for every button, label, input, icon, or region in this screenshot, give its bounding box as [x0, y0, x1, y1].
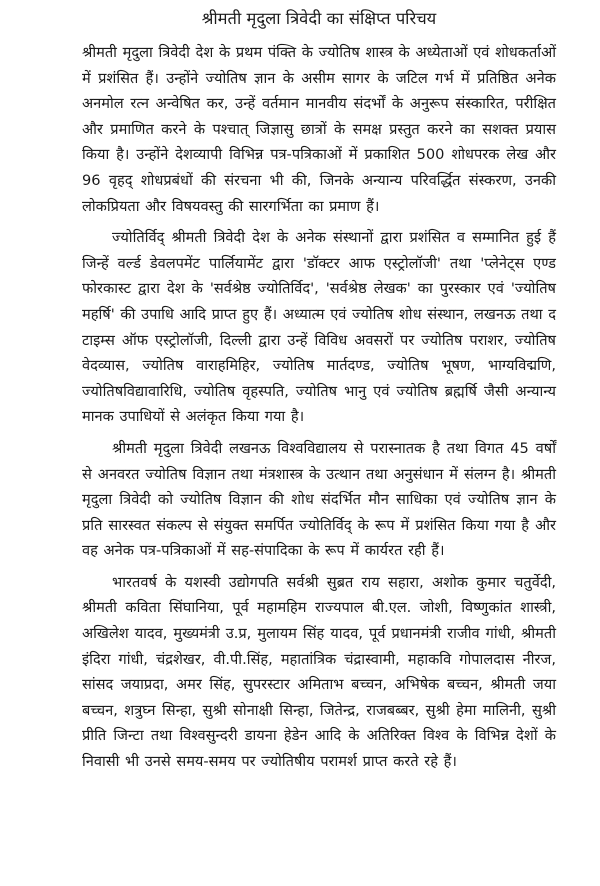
- page-title: श्रीमती मृदुला त्रिवेदी का संक्षिप्त परिचय: [201, 9, 437, 28]
- paragraph-honors: ज्योतिर्विद् श्रीमती त्रिवेदी देश के अनेक संस्थानों द्वारा प्रशंसित व सम्मानित हुई हैं जिन्हें वर्ल्ड डेवलपमेंट पार्लियामेंट द्वारा 'डॉक्टर आफ एस्ट्रोलॉजी' तथा 'प्लेनेट्स एण्ड फोरकास्ट द्वारा देश के 'सर्वश्रेष्ठ ज्योतिर्विद', 'सर्वश्रेष्ठ लेखक' का पुरस्कार एवं 'ज्योतिष महर्षि' की उपाधि आदि प्राप्त हुए हैं। अध्यात्म एवं ज्योतिष शोध संस्थान, लखनऊ तथा द टाइम्स ऑफ एस्ट्रोलॉजी, दिल्ली द्वारा उन्हें विविध अवसरों पर ज्योतिष पराशर, ज्योतिष वेदव्यास, ज्योतिष वाराहमिहिर, ज्योतिष मार्तदण्ड, ज्योतिष भूषण, भाग्यविद्मणि, ज्योतिषविद्यावारिधि, ज्योतिष वृहस्पति, ज्योतिष भानु एवं ज्योतिष ब्रह्मर्षि जैसी अन्यान्य मानक उपाधियों से अलंकृत किया गया है।: [82, 229, 556, 426]
- paragraph-clients: भारतवर्ष के यशस्वी उद्योगपति सर्वश्री सुब्रत राय सहारा, अशोक कुमार चतुर्वेदी, श्रीमती कविता सिंघानिया, पूर्व महामहिम राज्यपाल बी.एल. जोशी, विष्णुकांत शास्त्री, अखिलेश यादव, मुख्यमंत्री उ.प्र, मुलायम सिंह यादव, पूर्व प्रधानमंत्री राजीव गांधी, श्रीमती इंदिरा गांधी, चंद्रशेखर, वी.पी.सिंह, महातांत्रिक चंद्रास्वामी, महाकवि गोपालदास नीरज, सांसद जयाप्रदा, अमर सिंह, सुपरस्टार अमिताभ बच्चन, अभिषेक बच्चन, श्रीमती जया बच्चन, शत्रुघ्न सिन्हा, सुश्री सोनाक्षी सिन्हा, जितेन्द्र, राजबब्बर, सुश्री हेमा मालिनी, सुश्री प्रीति जिन्टा तथा विश्वसुन्दरी डायना हेडेन आदि के अतिरिक्त विश्व के विभिन्न देशों के निवासी भी उनसे समय-समय पर ज्योतिषीय परामर्श प्राप्त करते रहे हैं।: [82, 573, 556, 771]
- paragraph-intro: श्रीमती मृदुला त्रिवेदी देश के प्रथम पंक्ति के ज्योतिष शास्त्र के अध्येताओं एवं शोधकर्ताओं में प्रशंसित हैं। उन्होंने ज्योतिष ज्ञान के असीम सागर के जटिल गर्भ में प्रतिष्ठित अनेक अनमोल रत्न अन्वेषित कर, उन्हें वर्तमान मानवीय संदर्भों के अनुरूप संस्कारित, परीक्षित और प्रमाणित करने के पश्चात् जिज्ञासु छात्रों के समक्ष प्रस्तुत करने का सशक्त प्रयास किया है। उन्होंने देशव्यापी विभिन्न पत्र-पत्रिकाओं में प्रकाशित 500 शोधपरक लेख और 96 वृहद् शोधप्रबंधों की संरचना भी की, जिनके अन्यान्य परिवर्द्धित संस्करण, उनकी लोकप्रियता और विषयवस्तु की सारगर्भिता का प्रमाण हैं।: [82, 44, 556, 215]
- paragraph-education: श्रीमती मृदुला त्रिवेदी लखनऊ विश्वविद्यालय से परास्नातक है तथा विगत 45 वर्षों से अनवरत ज्योतिष विज्ञान तथा मंत्रशास्त्र के उत्थान तथा अनुसंधान में संलग्न है। श्रीमती मृदुला त्रिवेदी को ज्योतिष विज्ञान की शोध संदर्भित मौन साधिका एवं ज्योतिष ज्ञान के प्रति सारस्वत संकल्प से संयुक्त समर्पित ज्योतिर्विद् के रूप में प्रशंसित किया गया है और वह अनेक पत्र-पत्रिकाओं में सह-संपादिका के रूप में कार्यरत रही हैं।: [82, 439, 556, 560]
